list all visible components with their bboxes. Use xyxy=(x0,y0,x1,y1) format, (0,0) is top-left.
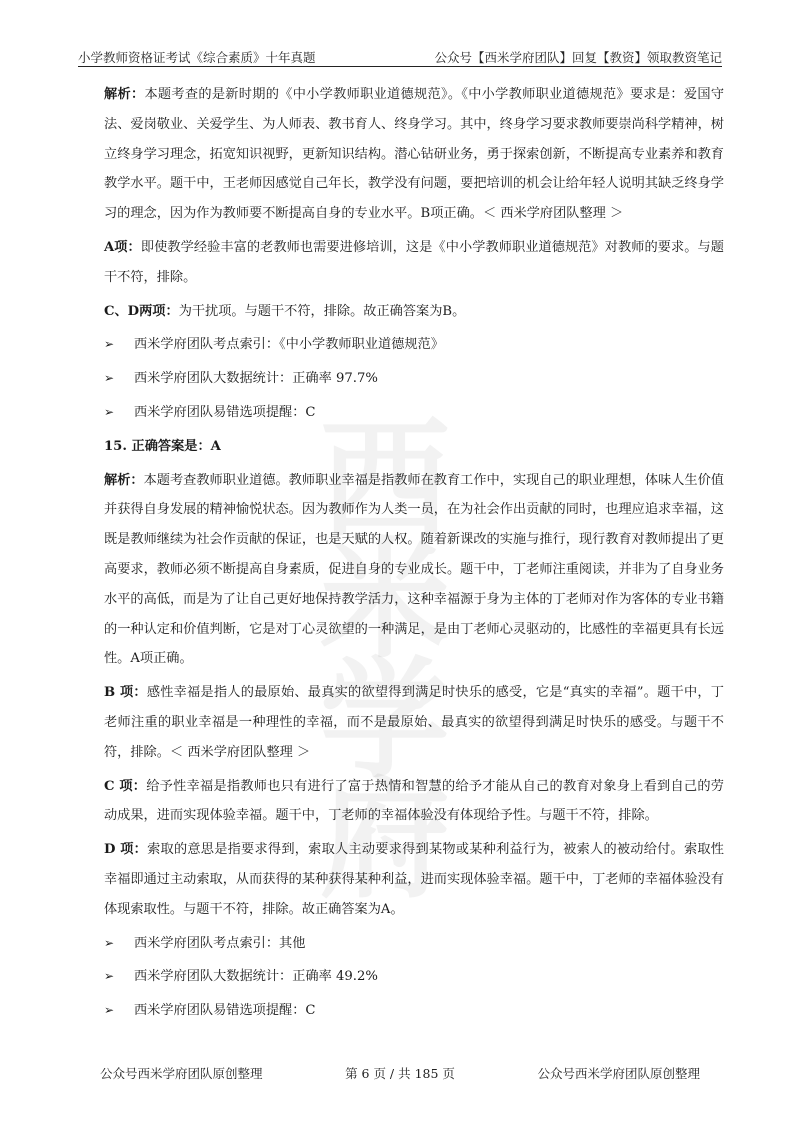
watermark: 西米学府 xyxy=(319,403,450,916)
arrow-bullet-icon: ➢ xyxy=(104,969,115,984)
q14-bullet-error: ➢ 西米学府团队易错选项提醒：C xyxy=(104,398,724,428)
page-content xyxy=(104,80,724,1030)
q15-bullet-index: ➢ 西米学府团队考点索引：其他 xyxy=(104,929,724,959)
footer-right: 公众号西米学府团队原创整理 xyxy=(537,1066,700,1081)
header-divider xyxy=(78,66,722,67)
header-right-note: 公众号【西米学府团队】回复【教资】领取教资笔记 xyxy=(434,50,722,65)
arrow-bullet-icon: ➢ xyxy=(104,935,115,950)
q15-option-b: B 项：感性幸福是指人的最原始、最真实的欲望得到满足时快乐的感受，它是“真实的幸福”。题干中，丁老师注重的职业幸福是一种理性的幸福，而不是最原始、最真实的欲望得到满足时快乐的感受。与题干不符，排除。＜ 西米学府团队整理 ＞ xyxy=(104,685,724,760)
q14-bullet-stats: ➢ 西米学府团队大数据统计：正确率 97.7% xyxy=(104,364,724,394)
footer-left: 公众号西米学府团队原创整理 xyxy=(100,1066,263,1081)
q15-bullet-stats: ➢ 西米学府团队大数据统计：正确率 49.2% xyxy=(104,962,724,992)
q14-option-a: A项：即使教学经验丰富的老教师也需要进修培训，这是《中小学教师职业道德规范》对教师的要求。与题干不符，排除。 xyxy=(104,239,724,285)
analysis-label: 解析： xyxy=(104,87,145,102)
q14-analysis: 解析：本题考查的是新时期的《中小学教师职业道德规范》。《中小学教师职业道德规范》要求是：爱国守法、爱岗敬业、关爱学生、为人师表、教书育人、终身学习。其中，终身学习要求教师要崇尚科学精神，树立终身学习理念，拓宽知识视野，更新知识结构。潜心钻研业务，勇于探索创新，不断提高专业素养和教育教学水平。题干中，王老师因感觉自己年长，教学没有问题，要把培训的机会让给年轻人说明其缺乏终身学习的理念，因为作为教师要不断提高自身的专业水平。B项正确。＜ 西米学府团队整理 ＞ xyxy=(104,87,725,222)
q14-option-cd: C、D两项：为干扰项。与题干不符，排除。故正确答案为B。 xyxy=(104,303,466,319)
q15-option-c: C 项：给予性幸福是指教师也只有进行了富于热情和智慧的给予才能从自己的教育对象身上看到自己的劳动成果，进而实现体验幸福。题干中，丁老师的幸福体验没有体现给予性。与题干不符，排除。 xyxy=(104,778,724,824)
page-number: 第 6 页 / 共 185 页 xyxy=(345,1066,455,1081)
arrow-bullet-icon: ➢ xyxy=(104,404,115,419)
header-left-title: 小学教师资格证考试《综合素质》十年真题 xyxy=(78,50,316,65)
q15-option-d: D 项：索取的意思是指要求得到，索取人主动要求得到某物或某种利益行为，被索人的被动给付。索取性幸福即通过主动索取，从而获得的某种获得某种利益，进而实现体验幸福。题干中，丁老师的幸福体验没有体现索取性。与题干不符，排除。故正确答案为A。 xyxy=(104,842,724,917)
arrow-bullet-icon: ➢ xyxy=(104,1003,115,1018)
arrow-bullet-icon: ➢ xyxy=(104,371,115,386)
q15-analysis: 解析：本题考查教师职业道德。教师职业幸福是指教师在教育工作中，实现自己的职业理想，体味人生价值并获得自身发展的精神愉悦状态。因为教师作为人类一员，在为社会作出贡献的同时，也理应追求幸福，这既是教师继续为社会作贡献的保证，也是天赋的人权。随着新课改的实施与推行，现行教育对教师提出了更高要求，教师必须不断提高自身素质，促进自身的专业成长。题干中，丁老师注重阅读，并非为了自身业务水平的高低，而是为了让自己更好地保持教学活力，这种幸福源于身为主体的丁老师对作为客体的专业书籍的一种认定和价值判断，它是对丁心灵欲望的一种满足，是由丁老师心灵驱动的，比感性的幸福更具有长远性。A项正确。 xyxy=(104,472,724,667)
q15-bullet-error: ➢ 西米学府团队易错选项提醒：C xyxy=(104,996,724,1026)
q15-heading: 15. 正确答案是：A xyxy=(104,438,221,454)
q14-bullet-index: ➢ 西米学府团队考点索引：《中小学教师职业道德规范》 xyxy=(104,330,724,360)
arrow-bullet-icon: ➢ xyxy=(104,337,115,352)
page-header xyxy=(78,44,722,66)
